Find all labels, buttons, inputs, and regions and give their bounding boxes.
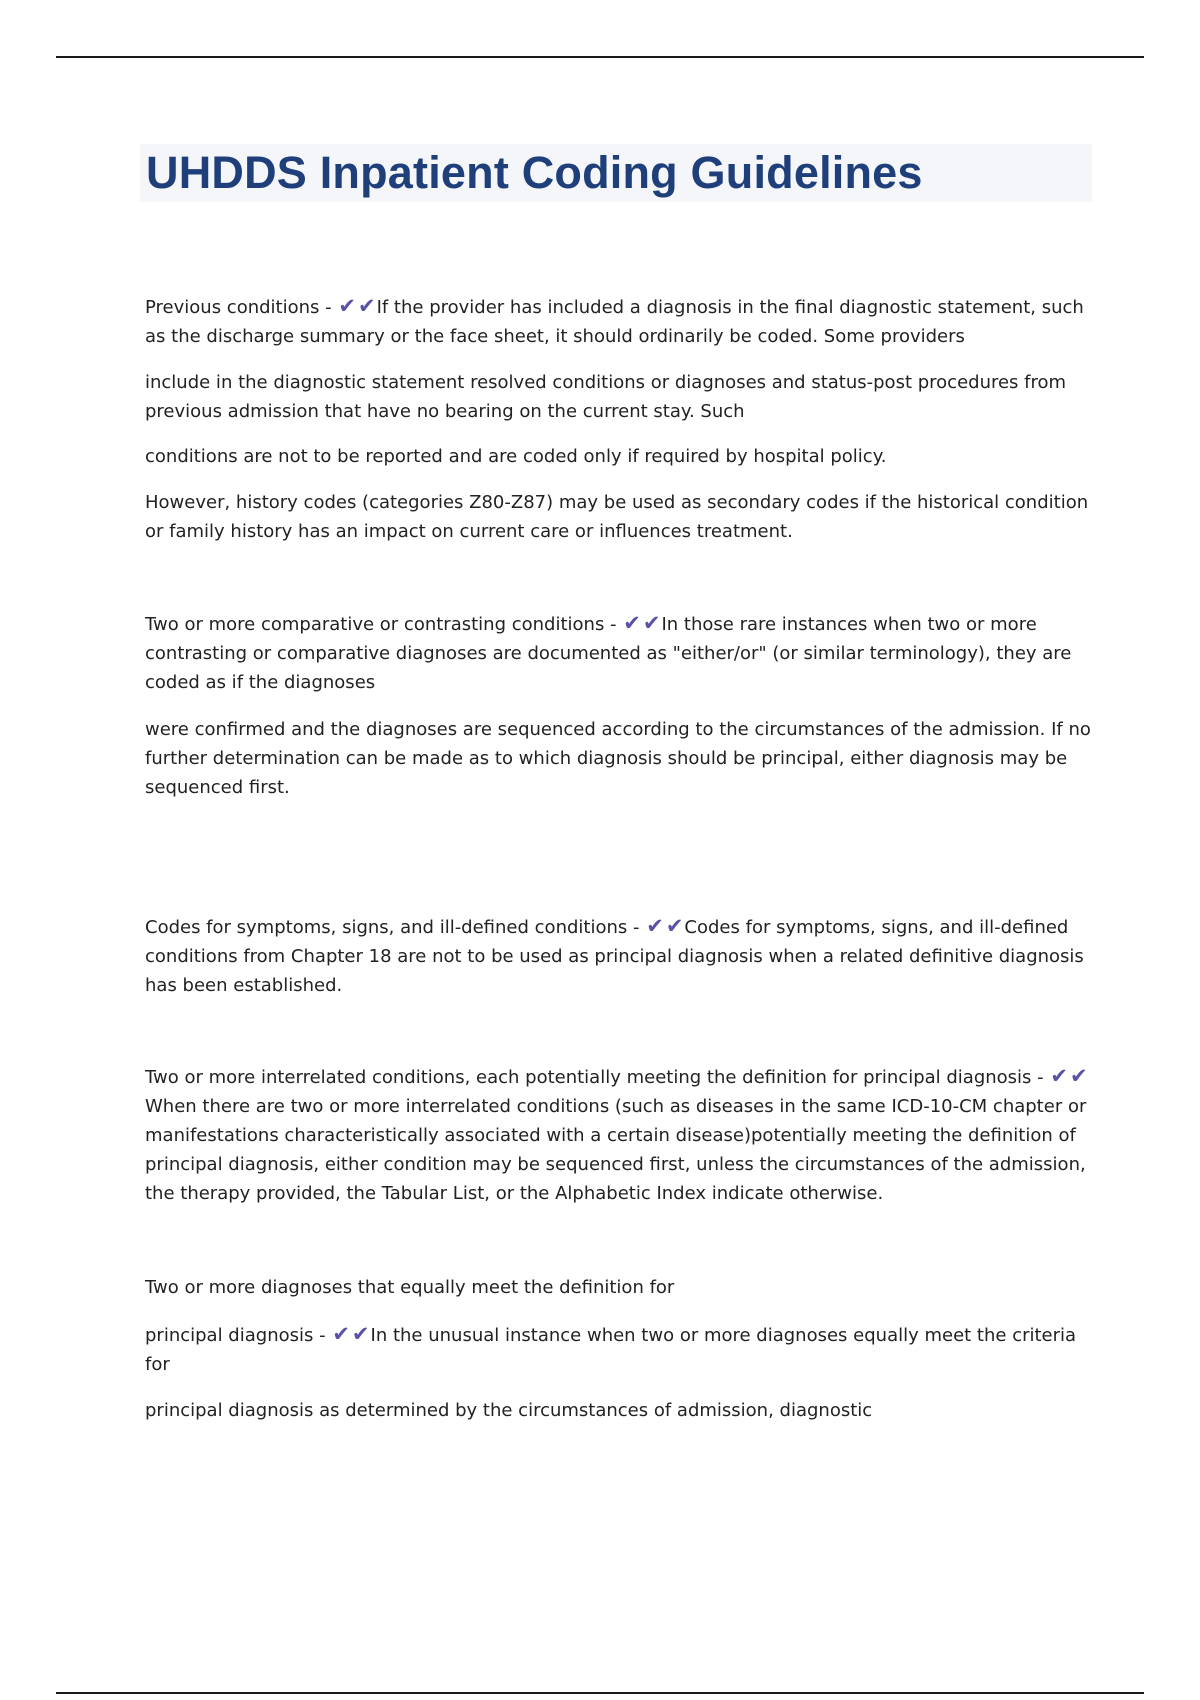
document-title: UHDDS Inpatient Coding Guidelines <box>146 147 923 198</box>
paragraph: include in the diagnostic statement resolved conditions or diagnoses and status-post procedures from previous admission that have no bearing on the current stay. Such <box>145 372 1067 422</box>
paragraph-text: Codes for symptoms, signs, and ill-defined conditions from Chapter 18 are not to be used as principal diagnosis when a related definitive diagnosis has been established. <box>145 917 1084 996</box>
paragraph: principal diagnosis as determined by the circumstances of admission, diagnostic <box>145 1400 873 1421</box>
check-icon: ✔ <box>623 611 641 635</box>
section-heading-equal-diagnoses: Two or more diagnoses that equally meet the definition for <box>145 1277 675 1298</box>
section-symptoms-signs <box>145 913 1095 1000</box>
top-rule <box>56 56 1144 58</box>
paragraph-text: In the unusual instance when two or more diagnoses equally meet the criteria for <box>145 1325 1077 1375</box>
paragraph: However, history codes (categories Z80-Z87) may be used as secondary codes if the historical condition or family history has an impact on current care or influences treatment. <box>145 492 1089 542</box>
check-icon: ✔ <box>357 294 376 318</box>
check-icon: ✔ <box>642 611 661 635</box>
section-heading: principal diagnosis - <box>145 1325 332 1346</box>
bottom-rule <box>56 1692 1144 1694</box>
section-heading: Two or more interrelated conditions, each potentially meeting the definition for principal diagnosis - <box>145 1067 1050 1088</box>
check-icon: ✔ <box>665 914 684 938</box>
section-interrelated-conditions <box>145 1063 1095 1208</box>
section-heading: Codes for symptoms, signs, and ill-defined conditions - <box>145 917 646 938</box>
paragraph: conditions are not to be reported and are coded only if required by hospital policy. <box>145 446 887 467</box>
section-heading: Previous conditions - <box>145 297 338 318</box>
section-previous-conditions <box>145 293 1095 351</box>
section-heading: Two or more comparative or contrasting conditions - <box>145 614 623 635</box>
paragraph-text: In those rare instances when two or more contrasting or comparative diagnoses are documented as "either/or" (or similar terminology), they are coded as if the diagnoses <box>145 614 1072 693</box>
paragraph: were confirmed and the diagnoses are sequenced according to the circumstances of the admission. If no further determination can be made as to which diagnosis should be principal, either diagnosis may be sequenced first. <box>145 719 1091 798</box>
check-icon: ✔ <box>1070 1064 1088 1088</box>
paragraph-text: When there are two or more interrelated conditions (such as diseases in the same ICD-10-CM chapter or manifestations characteristically associated with a certain disease)potentially meeting the definition of principal diagnosis, either condition may be sequenced first, unless the circumstances of the admission, the therapy provided, the Tabular List, or the Alphabetic Index indicate otherwise. <box>145 1096 1087 1204</box>
check-icon: ✔ <box>646 914 664 938</box>
section-equal-diagnoses <box>145 1321 1095 1379</box>
check-icon: ✔ <box>1050 1064 1068 1088</box>
section-comparative-conditions <box>145 610 1095 697</box>
check-icon: ✔ <box>338 294 356 318</box>
check-icon: ✔ <box>351 1322 370 1346</box>
paragraph-text: If the provider has included a diagnosis in the final diagnostic statement, such as the discharge summary or the face sheet, it should ordinarily be coded. Some providers <box>145 297 1084 347</box>
check-icon: ✔ <box>332 1322 350 1346</box>
